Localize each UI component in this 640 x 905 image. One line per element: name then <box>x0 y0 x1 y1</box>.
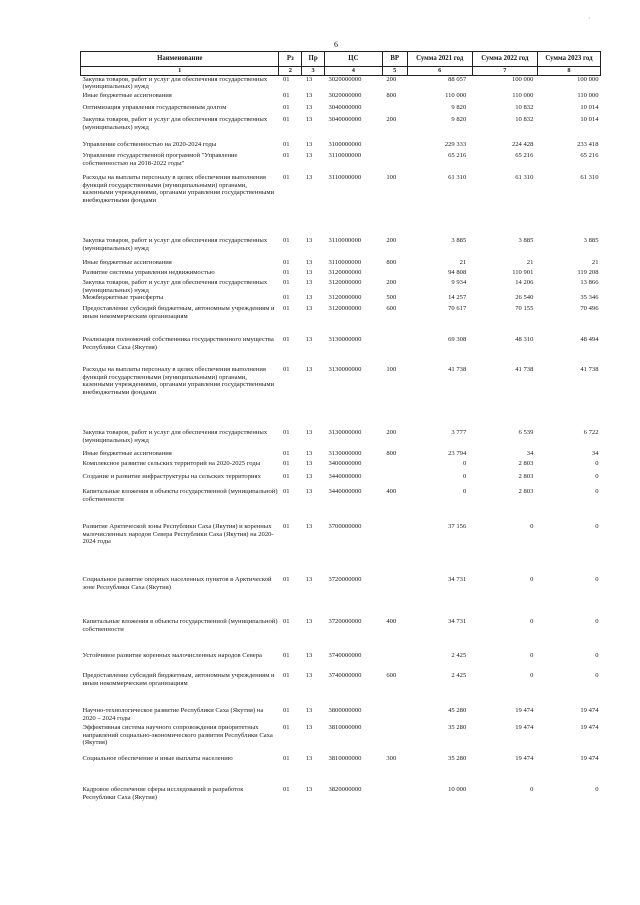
row-vr: 800 <box>386 450 397 458</box>
table-row <box>81 294 601 305</box>
row-sum-2022: 0 <box>530 786 534 794</box>
row-sum-2021: 2 425 <box>451 652 467 660</box>
row-sum-2022: 19 474 <box>515 724 534 732</box>
row-rz: 01 <box>282 92 290 100</box>
row-cs: 3400000000 <box>328 460 362 468</box>
row-cs: 3020000000 <box>328 92 362 100</box>
row-sum-2022: 2 803 <box>518 473 534 481</box>
row-cs: 3810000000 <box>328 724 362 732</box>
row-pr: 13 <box>305 116 313 124</box>
row-rz: 01 <box>282 269 290 277</box>
row-cs: 3440000000 <box>328 488 362 496</box>
row-name: Закупка товаров, работ и услуг для обеспечения государственных (муниципальных) нужд <box>82 75 268 91</box>
row-sum-2023: 0 <box>595 786 599 794</box>
row-sum-2023: 100 000 <box>577 75 599 83</box>
header-sum-2023: Сумма 2023 год <box>537 52 600 67</box>
row-vr: 600 <box>386 672 397 680</box>
row-sum-2023: 19 474 <box>580 755 599 763</box>
row-pr: 13 <box>305 652 313 660</box>
table-row <box>81 259 601 269</box>
row-sum-2021: 14 257 <box>448 294 467 302</box>
column-number: 1 <box>81 67 279 76</box>
row-vr <box>382 576 407 618</box>
row-sum-2021: 65 216 <box>448 152 467 160</box>
row-sum-2021: 94 808 <box>448 269 467 277</box>
row-sum-2021: 69 308 <box>448 336 467 344</box>
table-row <box>81 429 601 450</box>
row-rz: 01 <box>282 460 290 468</box>
header-sum-2021: Сумма 2021 год <box>407 52 472 67</box>
row-sum-2022: 70 155 <box>515 305 534 313</box>
row-cs: 3100000000 <box>328 141 362 149</box>
row-name: Развитие Арктической зоны Республики Саха (Якутия) и коренных малочисленных народов Севера Республики Саха (Якутия) на 2020-2024 годы <box>82 523 274 546</box>
row-sum-2021: 110 000 <box>445 92 467 100</box>
column-number: 8 <box>537 67 600 76</box>
row-rz: 01 <box>282 294 290 302</box>
row-cs: 3020000000 <box>328 75 362 83</box>
row-name: Кадровое обеспечение сферы исследований и разработок Республики Саха (Якутия) <box>82 786 244 801</box>
row-name: Управление собственностью на 2020-2024 годы <box>82 141 217 149</box>
table-row <box>81 237 601 259</box>
row-name: Комплексное развитие сельских территорий на 2020-2025 годы <box>82 460 261 468</box>
row-cs: 3130000000 <box>328 336 362 344</box>
row-sum-2022: 48 310 <box>515 336 534 344</box>
row-rz: 01 <box>282 707 290 715</box>
row-sum-2023: 0 <box>595 460 599 468</box>
row-vr: 200 <box>386 237 397 245</box>
row-pr: 13 <box>305 336 313 344</box>
row-sum-2021: 0 <box>462 460 467 468</box>
row-sum-2023: 233 418 <box>577 141 599 149</box>
row-sum-2021: 9 934 <box>451 279 467 287</box>
row-rz: 01 <box>282 305 290 313</box>
row-cs: 3130000000 <box>328 366 362 374</box>
row-sum-2022: 110 901 <box>512 269 534 277</box>
row-sum-2022: 110 000 <box>512 92 534 100</box>
row-cs: 3120000000 <box>328 305 362 313</box>
table-row <box>81 152 601 174</box>
row-sum-2022: 14 206 <box>515 279 534 287</box>
row-sum-2023: 0 <box>595 473 599 481</box>
row-pr: 13 <box>305 460 313 468</box>
row-cs: 3740000000 <box>328 672 362 680</box>
row-name: Иные бюджетные ассигнования <box>82 259 172 267</box>
table-row <box>81 724 601 755</box>
row-rz: 01 <box>282 473 290 481</box>
row-sum-2021: 3 777 <box>451 429 467 437</box>
header-cs: ЦС <box>324 52 382 67</box>
table-row <box>81 652 601 672</box>
row-vr <box>382 104 407 116</box>
row-sum-2022: 224 428 <box>511 141 534 149</box>
row-sum-2021: 10 000 <box>448 786 467 794</box>
row-pr: 13 <box>305 576 313 584</box>
row-name: Научно-технологическое развитие Республики Саха (Якутия) на 2020 – 2024 годы <box>82 707 264 722</box>
table-row <box>81 174 601 237</box>
row-sum-2023: 13 866 <box>580 279 599 287</box>
row-pr: 13 <box>305 366 313 374</box>
table-row <box>81 336 601 366</box>
header-vr: ВР <box>382 52 407 67</box>
row-sum-2021: 9 820 <box>451 116 467 124</box>
row-vr <box>382 523 407 576</box>
row-sum-2022: 0 <box>530 523 534 531</box>
table-header <box>81 52 601 76</box>
row-sum-2023: 0 <box>595 488 599 496</box>
row-sum-2023: 3 885 <box>583 237 599 245</box>
row-name: Предоставление субсидий бюджетным, автономным учреждениям и иным некоммерческим организациям <box>82 305 275 320</box>
row-cs: 3110000000 <box>328 259 362 267</box>
row-sum-2021: 23 794 <box>448 450 467 458</box>
row-cs: 3130000000 <box>328 450 362 458</box>
row-pr: 13 <box>305 707 313 715</box>
row-sum-2022: 100 000 <box>511 75 534 83</box>
row-pr: 13 <box>305 672 313 680</box>
row-rz: 01 <box>282 141 290 149</box>
row-sum-2022: 10 832 <box>515 116 534 124</box>
table-row <box>81 279 601 294</box>
table-row <box>81 707 601 724</box>
budget-table <box>80 51 601 810</box>
row-pr: 13 <box>305 152 313 160</box>
row-cs: 3110000000 <box>328 174 362 182</box>
row-vr: 600 <box>386 305 397 313</box>
row-vr: 100 <box>386 174 397 182</box>
row-sum-2022: 61 310 <box>515 174 534 182</box>
row-pr: 13 <box>305 141 313 149</box>
table-row <box>81 473 601 488</box>
row-vr <box>382 724 407 755</box>
row-sum-2021: 34 731 <box>448 576 467 584</box>
row-vr <box>382 336 407 366</box>
row-name: Закупка товаров, работ и услуг для обеспечения государственных (муниципальных) нужд <box>82 429 268 444</box>
row-rz: 01 <box>282 336 290 344</box>
row-sum-2021: 70 617 <box>448 305 467 313</box>
row-rz: 01 <box>282 429 290 437</box>
row-vr: 200 <box>386 116 397 124</box>
row-name: Оптимизация управления государственным долгом <box>82 104 227 112</box>
row-cs: 3740000000 <box>328 652 362 660</box>
row-cs: 3130000000 <box>328 429 362 437</box>
row-sum-2021: 35 280 <box>448 724 467 732</box>
table-row <box>81 116 601 141</box>
row-vr <box>382 652 407 672</box>
row-sum-2023: 61 310 <box>580 174 599 182</box>
row-vr: 200 <box>386 279 397 287</box>
row-sum-2023: 35 346 <box>580 294 599 302</box>
table-row <box>81 92 601 104</box>
table-row <box>81 786 601 810</box>
row-vr <box>382 786 407 810</box>
row-rz: 01 <box>282 279 290 287</box>
row-sum-2023: 0 <box>595 618 599 626</box>
table-row <box>81 141 601 152</box>
table-row <box>81 104 601 116</box>
row-sum-2023: 0 <box>595 576 599 584</box>
table-row <box>81 366 601 429</box>
table-row <box>81 672 601 707</box>
row-sum-2021: 41 738 <box>448 366 467 374</box>
row-sum-2023: 48 494 <box>580 336 599 344</box>
row-cs: 3700000000 <box>328 523 362 531</box>
row-rz: 01 <box>282 366 290 374</box>
row-name: Капитальные вложения в объекты государственной (муниципальной) собственности <box>82 618 278 633</box>
row-name: Управление государственной программой "Управление собственностью на 2018-2022 годы" <box>82 152 238 167</box>
row-sum-2022: 0 <box>530 618 534 626</box>
row-rz: 01 <box>282 75 290 83</box>
table-row <box>81 488 601 523</box>
row-sum-2023: 6 722 <box>583 429 599 437</box>
row-vr <box>382 141 407 152</box>
row-name: Капитальные вложения в объекты государственной (муниципальной) собственности <box>82 488 278 503</box>
row-sum-2021: 34 731 <box>448 618 467 626</box>
column-number: 3 <box>302 67 325 76</box>
row-sum-2023: 0 <box>595 652 599 660</box>
row-rz: 01 <box>282 786 290 794</box>
row-rz: 01 <box>282 174 290 182</box>
row-sum-2021: 0 <box>462 473 467 481</box>
table-row <box>81 269 601 279</box>
column-number: 4 <box>324 67 382 76</box>
row-sum-2021: 61 310 <box>448 174 467 182</box>
row-sum-2022: 21 <box>526 259 534 267</box>
row-vr: 800 <box>386 259 397 267</box>
row-rz: 01 <box>282 104 290 112</box>
row-rz: 01 <box>282 576 290 584</box>
row-pr: 13 <box>305 786 313 794</box>
row-cs: 3720000000 <box>328 618 362 626</box>
row-name: Закупка товаров, работ и услуг для обеспечения государственных (муниципальных) нужд <box>82 116 268 131</box>
row-sum-2023: 19 474 <box>580 724 599 732</box>
column-number: 6 <box>407 67 472 76</box>
table-row <box>81 576 601 618</box>
row-name: Создание и развитие инфраструктуры на сельских территориях <box>82 473 261 481</box>
table-row <box>81 305 601 336</box>
row-pr: 13 <box>305 279 313 287</box>
row-cs: 3440000000 <box>328 473 362 481</box>
row-rz: 01 <box>282 488 290 496</box>
row-name: Социальное обеспечение и иные выплаты населению <box>82 755 233 763</box>
row-pr: 13 <box>305 104 313 112</box>
row-rz: 01 <box>282 755 290 763</box>
row-pr: 13 <box>305 429 313 437</box>
column-number: 7 <box>472 67 537 76</box>
header-sum-2022: Сумма 2022 год <box>472 52 537 67</box>
column-number: 2 <box>279 67 302 76</box>
row-sum-2023: 10 014 <box>580 104 599 112</box>
row-pr: 13 <box>305 294 313 302</box>
table-row <box>81 75 601 92</box>
row-name: Реализация полномочий собственника государственного имущества Республики Саха (Якутия) <box>82 336 274 351</box>
row-sum-2023: 21 <box>591 259 599 267</box>
row-sum-2022: 3 885 <box>518 237 534 245</box>
row-name: Иные бюджетные ассигнования <box>82 450 172 458</box>
row-pr: 13 <box>305 450 313 458</box>
row-cs: 3800000000 <box>328 707 362 715</box>
row-cs: 3110000000 <box>328 152 362 160</box>
table-row <box>81 523 601 576</box>
row-rz: 01 <box>282 724 290 732</box>
row-cs: 3110000000 <box>328 237 362 245</box>
row-vr <box>382 460 407 473</box>
row-name: Межбюджетные трансферты <box>82 294 164 302</box>
row-sum-2022: 6 539 <box>518 429 534 437</box>
row-rz: 01 <box>282 116 290 124</box>
row-pr: 13 <box>305 237 313 245</box>
row-cs: 3120000000 <box>328 294 362 302</box>
table-row <box>81 450 601 460</box>
row-sum-2022: 19 474 <box>515 707 534 715</box>
row-pr: 13 <box>305 488 313 496</box>
row-sum-2023: 19 474 <box>580 707 599 715</box>
row-pr: 13 <box>305 259 313 267</box>
row-sum-2023: 0 <box>595 672 599 680</box>
row-sum-2021: 21 <box>459 259 467 267</box>
row-rz: 01 <box>282 652 290 660</box>
row-name: Развитие системы управления недвижимостью <box>82 269 215 277</box>
row-cs: 3120000000 <box>328 269 362 277</box>
row-vr: 400 <box>386 618 397 626</box>
row-pr: 13 <box>305 724 313 732</box>
row-sum-2021: 229 333 <box>444 141 467 149</box>
row-name: Иные бюджетные ассигнования <box>82 92 172 100</box>
row-vr <box>382 707 407 724</box>
row-rz: 01 <box>282 672 290 680</box>
row-cs: 3720000000 <box>328 576 362 584</box>
row-sum-2021: 3 885 <box>451 237 467 245</box>
row-vr: 800 <box>386 92 397 100</box>
row-vr: 200 <box>386 429 397 437</box>
row-vr: 500 <box>386 294 397 302</box>
row-vr <box>382 473 407 488</box>
row-sum-2022: 2 803 <box>518 488 534 496</box>
row-sum-2023: 10 014 <box>580 116 599 124</box>
row-sum-2022: 0 <box>530 576 534 584</box>
row-sum-2021: 9 820 <box>451 104 467 112</box>
row-pr: 13 <box>305 92 313 100</box>
row-cs: 3810000000 <box>328 755 362 763</box>
column-number: 5 <box>382 67 407 76</box>
row-rz: 01 <box>282 618 290 626</box>
row-vr: 200 <box>386 75 397 83</box>
row-name: Расходы на выплаты персоналу в целях обеспечения выполнения функций государственными (муниципальными) органами, казенными учреждениями, органами управления государственными внебюджетными фондами <box>82 366 275 397</box>
row-sum-2022: 0 <box>530 652 534 660</box>
row-cs: 3040000000 <box>328 116 362 124</box>
row-sum-2021: 0 <box>462 488 467 496</box>
table-row <box>81 755 601 786</box>
row-sum-2021: 88 057 <box>448 75 467 83</box>
row-rz: 01 <box>282 259 290 267</box>
row-vr: 100 <box>386 366 397 374</box>
row-sum-2022: 19 474 <box>515 755 534 763</box>
row-name: Социальное развитие опорных населенных пунктов в Арктической зоне Республики Саха (Якутия) <box>82 576 272 591</box>
row-sum-2023: 70 496 <box>580 305 599 313</box>
row-rz: 01 <box>282 450 290 458</box>
header-rz: Рз <box>279 52 302 67</box>
row-vr: 400 <box>386 488 397 496</box>
row-pr: 13 <box>305 305 313 313</box>
row-sum-2021: 37 156 <box>448 523 467 531</box>
row-name: Эффективная система научного сопровождения приоритетных направлений социально-экономического развития Республики Саха (Якутия) <box>82 724 273 747</box>
row-pr: 13 <box>305 523 313 531</box>
row-sum-2023: 41 738 <box>580 366 599 374</box>
row-rz: 01 <box>282 237 290 245</box>
row-name: Устойчивое развитие коренных малочисленных народов Севера <box>82 652 262 660</box>
row-sum-2022: 10 832 <box>515 104 534 112</box>
row-rz: 01 <box>282 152 290 160</box>
table-row <box>81 460 601 473</box>
row-vr <box>382 152 407 174</box>
row-vr <box>382 269 407 279</box>
row-sum-2022: 41 738 <box>515 366 534 374</box>
table-body <box>81 75 601 810</box>
row-sum-2021: 2 425 <box>451 672 467 680</box>
page-number: 6 <box>334 40 338 49</box>
row-sum-2022: 34 <box>526 450 534 458</box>
row-pr: 13 <box>305 269 313 277</box>
row-sum-2023: 34 <box>591 450 599 458</box>
row-sum-2022: 26 540 <box>515 294 534 302</box>
row-cs: 3820000000 <box>328 786 362 794</box>
row-rz: 01 <box>282 523 290 531</box>
row-cs: 3120000000 <box>328 279 362 287</box>
row-sum-2022: 0 <box>530 672 534 680</box>
row-pr: 13 <box>305 75 313 83</box>
header-pr: Пр <box>302 52 325 67</box>
row-name: Закупка товаров, работ и услуг для обеспечения государственных (муниципальных) нужд <box>82 279 268 294</box>
row-name: Расходы на выплаты персоналу в целях обеспечения выполнения функций государственными (муниципальными) органами, казенными учреждениями, органами управления государственными внебюджетными фондами <box>82 174 275 204</box>
table-row <box>81 618 601 652</box>
row-sum-2022: 2 803 <box>518 460 534 468</box>
header-name: Наименование <box>81 52 279 67</box>
row-sum-2021: 35 280 <box>448 755 467 763</box>
row-sum-2021: 45 280 <box>448 707 467 715</box>
row-name: Предоставление субсидий бюджетным, автономным учреждениям и иным некоммерческим организациям <box>82 672 275 687</box>
row-sum-2023: 110 000 <box>577 92 599 100</box>
row-sum-2022: 65 216 <box>515 152 534 160</box>
row-vr: 300 <box>386 755 397 763</box>
row-pr: 13 <box>305 618 313 626</box>
row-pr: 13 <box>305 473 313 481</box>
row-name: Закупка товаров, работ и услуг для обеспечения государственных (муниципальных) нужд <box>82 237 268 252</box>
row-pr: 13 <box>305 174 313 182</box>
row-sum-2023: 0 <box>595 523 599 531</box>
row-pr: 13 <box>305 755 313 763</box>
corner-mark: · <box>588 14 591 23</box>
row-cs: 3040000000 <box>328 104 362 112</box>
row-sum-2023: 65 216 <box>580 152 599 160</box>
row-sum-2023: 119 208 <box>577 269 599 277</box>
